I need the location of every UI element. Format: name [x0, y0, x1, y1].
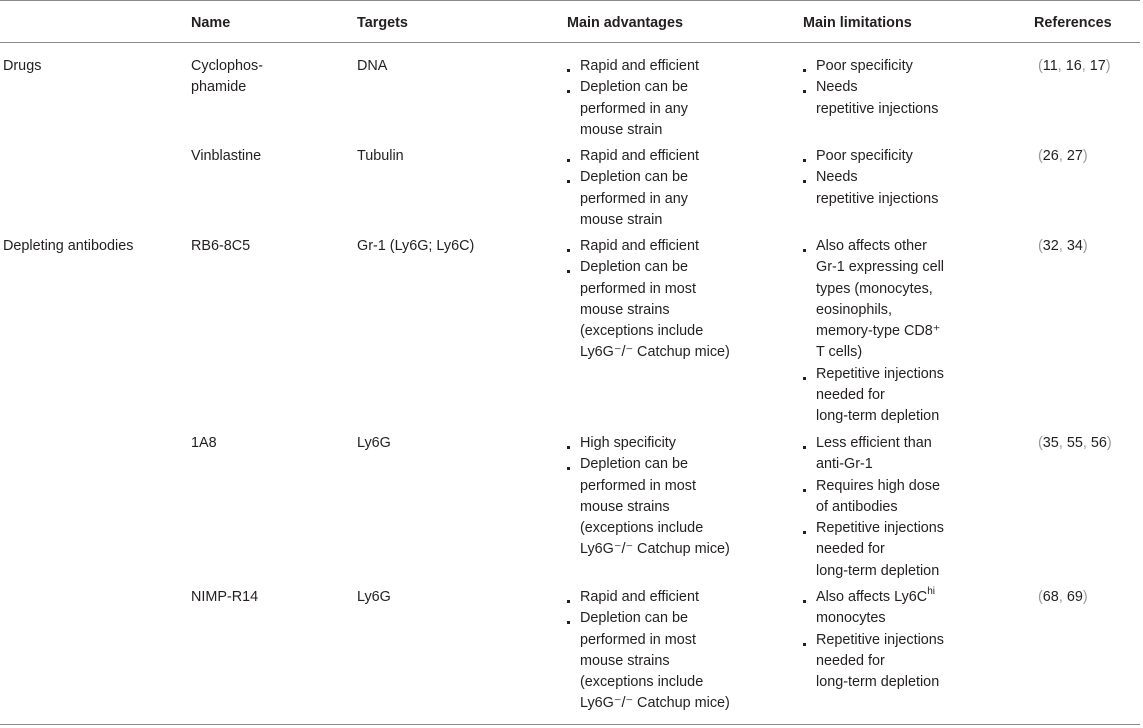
bullet-item: Also affects $Ly6C^{hi}$ monocytes	[803, 587, 944, 630]
header-name: Name	[191, 15, 231, 31]
bullet-item: Depletion can be performed in most mouse strains (exceptions include Ly6G⁻/⁻ Catchup mice)	[567, 454, 730, 560]
bullet-item: Rapid and efficient	[567, 587, 730, 608]
bullet-item: Also affects other Gr-1 expressing cell types (monocytes, eosinophils, memory-type CD8⁺ T cells)	[803, 236, 944, 364]
row-target: Ly6G	[357, 589, 391, 605]
references-cell: (11, 16, 17)	[1038, 58, 1111, 74]
row-name	[191, 56, 263, 99]
limitations-list	[803, 433, 944, 582]
bullet-item: Rapid and efficient	[567, 56, 699, 77]
bullet-item: Depletion can be performed in any mouse strain	[567, 167, 699, 231]
reference-link[interactable]: 27	[1066, 148, 1083, 164]
reference-link[interactable]: 68	[1042, 589, 1059, 605]
bullet-item: Poor specificity	[803, 146, 938, 167]
reference-link[interactable]: 16	[1065, 58, 1082, 74]
bullet-item: Rapid and efficient	[567, 146, 699, 167]
advantages-list	[567, 56, 699, 141]
group-label-depleting-antibodies: Depleting antibodies	[3, 238, 134, 254]
table-top-rule	[0, 0, 1140, 1]
bullet-item: Depletion can be performed in most mouse strains (exceptions include Ly6G⁻/⁻ Catchup mice)	[567, 257, 730, 363]
bullet-item: Requires high dose of antibodies	[803, 476, 944, 519]
name-line: phamide	[191, 79, 247, 96]
row-name: NIMP-R14	[191, 589, 259, 605]
reference-link[interactable]: 17	[1089, 58, 1106, 74]
name-line: Cyclophos-	[191, 58, 263, 74]
bullet-item: Less efficient than anti-Gr-1	[803, 433, 944, 476]
advantages-list	[567, 146, 699, 231]
row-target: Gr-1 (Ly6G; Ly6C)	[357, 238, 475, 254]
bullet-item: Depletion can be performed in any mouse strain	[567, 77, 699, 141]
row-target: DNA	[357, 58, 388, 74]
bullet-item: Repetitive injections needed for long-term depletion	[803, 630, 944, 694]
bullet-item: Repetitive injections needed for long-term depletion	[803, 518, 944, 582]
row-target: Ly6G	[357, 435, 391, 451]
header-references: References	[1034, 15, 1112, 31]
row-name: 1A8	[191, 435, 217, 451]
reference-link[interactable]: 34	[1066, 238, 1083, 254]
group-label-drugs: Drugs	[3, 58, 42, 74]
references-cell: (26, 27)	[1038, 148, 1088, 164]
limitations-list	[803, 587, 944, 693]
reference-link[interactable]: 69	[1066, 589, 1083, 605]
bullet-item: Needs repetitive injections	[803, 77, 938, 120]
row-name: RB6-8C5	[191, 238, 251, 254]
advantages-list	[567, 433, 730, 561]
references-cell: (68, 69)	[1038, 589, 1088, 605]
bullet-item: Rapid and efficient	[567, 236, 730, 257]
references-cell: (35, 55, 56)	[1038, 435, 1112, 451]
reference-link[interactable]: 56	[1090, 435, 1107, 451]
reference-link[interactable]: 55	[1066, 435, 1083, 451]
advantages-list	[567, 236, 730, 364]
bullet-item: Depletion can be performed in most mouse strains (exceptions include Ly6G⁻/⁻ Catchup mice)	[567, 608, 730, 714]
bullet-item: High specificity	[567, 433, 730, 454]
limitations-list	[803, 236, 944, 428]
table-bottom-rule	[0, 724, 1140, 725]
reference-link[interactable]: 35	[1042, 435, 1059, 451]
references-cell: (32, 34)	[1038, 238, 1088, 254]
header-advantages: Main advantages	[567, 15, 683, 31]
reference-link[interactable]: 26	[1042, 148, 1059, 164]
header-limitations: Main limitations	[803, 15, 912, 31]
row-target: Tubulin	[357, 148, 404, 164]
bullet-item: Poor specificity	[803, 56, 938, 77]
header-targets: Targets	[357, 15, 408, 31]
limitations-list	[803, 56, 938, 120]
limitations-list	[803, 146, 938, 210]
advantages-list	[567, 587, 730, 715]
bullet-item: Needs repetitive injections	[803, 167, 938, 210]
header-rule	[0, 42, 1140, 43]
row-name: Vinblastine	[191, 148, 262, 164]
bullet-item: Repetitive injections needed for long-term depletion	[803, 364, 944, 428]
reference-link[interactable]: 11	[1042, 58, 1058, 74]
reference-link[interactable]: 32	[1042, 238, 1059, 254]
